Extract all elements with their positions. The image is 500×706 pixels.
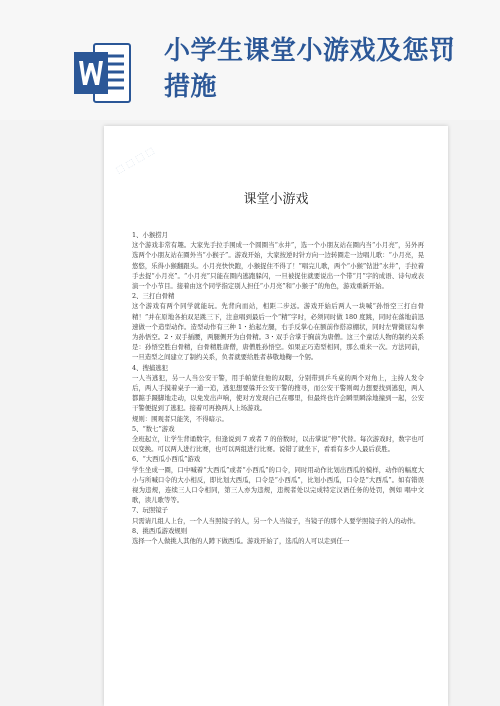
header-banner [0,0,500,120]
document-title: 小学生课堂小游戏及惩罚措施 [164,36,456,102]
document-body [132,230,424,546]
paragraph: 学生坐成一圈，口中喊着“大西瓜”或者“小西瓜”的口令，同时用动作比划出西瓜的模样，动作的幅度大小与所喊口令的大小相反，即比划大西瓜，口令是“小西瓜”，比划小西瓜，口令是“大西瓜”。如有错误视为违规，连续三人口令相同，第三人亦为违规，违规者处以完成特定汉语任务的处罚，例如 唱中文歌，读儿歌等等。 [132,465,424,505]
page-heading: 课堂小游戏 [243,192,309,207]
paragraph: 选择一个人做挑人其他的人蹲下做西瓜。游戏开始了，选瓜的人可以走到任一 [132,537,350,546]
paragraph: 只需请几组人上台，一个人当照镜子的人，另一个人当镜子，当镜子的那个人要学照镜子的人的动作。 [132,516,420,525]
document-page [104,126,448,706]
paragraph: 这个游戏有两个同学就能玩。先背向而站，相距二步远。游戏开始后两人一块喊“孙悟空三打白骨精！”并在原地各拍双足跳三下，注意唱到最后一个“精”字时，必须同时做 180 度跳，同时在落地前迅速做一个造型动作。造型动作有三种 1・抬起左腿，右手反掌心在额前作搭凉棚状，同时左臂微屈勾拳为孙悟空。2・双手插腰，两腿侧开为白骨精。3・双手合掌于胸前为唐僧。这三个童话人物的制约关系是：孙悟空胜白骨精，白骨精胜唐僧，唐僧胜孙悟空。如果正巧造型相同，那么重来一次。方法同前，一旦造型之间建立了制约关系，负者就要给胜者恭敬地鞠一个躬。 [132,302,424,362]
watermark-text: ⬚ ⬚ ⬚ ⬚ [114,146,157,176]
section-heading: 1、小猴捞月 [132,231,169,239]
section-heading: 2、三打白骨精 [132,292,175,301]
section-heading: 4、搜捕逃犯 [132,363,169,372]
section-heading: 5、“数七”游戏 [132,424,175,433]
paragraph: 一人当逃犯，另一人当公安干警，用手帕蒙住他的双眼，分别带到乒乓桌的两个对角上，主持人发令后，两人手摸着桌子一通一追，逃犯想要躲开公安干警的搜寻，而公安干警则竭力想要找到逃犯，两人都踮手蹑脚地走动，以免发出声响，使对方发现自己在哪里，但最终也许会瞬里瞬涂地撞到一起，公安干警便捉到了逃犯。接着可再换两人上场游戏。 [132,373,424,413]
section-heading: 6、“大西瓜小西瓜”游戏 [132,455,201,464]
word-document-icon [74,42,132,104]
paragraph: 全班起立，让学生背诵数字，但逢说到 7 或者 7 的倍数时，以击掌说“停”代替。每次游戏时，数字也可以变换。可以两人进行比赛，也可以两组进行比赛。说错了就坐下，看看有多少人最后获胜。 [132,435,424,454]
section-heading: 7、玩照镜子 [132,506,169,515]
paragraph: 规则：围观者只能笑，不得暗示。 [132,414,228,423]
paragraph: 这个游戏非常有趣。大家先手拉手围成一个圆圈当“水井”，选一个小朋友站在圈内当“小月亮”，另外再选两个小朋友站在圈外当“小猴子”。游戏开始，大家按逆时针方向一边转圈走一边唱儿歌：“小月亮，晃悠悠，乐得小猴翻跟头。小月亮快快跑，小猴捉住不得了！”唱完儿歌，两个“小猴”钻进“水井”，手拉着手去捉“小月亮”。“小月亮”只能在圈内逃跑躲闪，一旦被捉住就要说出一个带“月”字的成语、诗句或表演一个小节目。接着由这个同学指定别人担任“小月亮”和“小猴子”的角色，游戏重新开始。 [132,241,424,291]
section-heading: 8、挑西瓜游戏规则 [132,526,188,535]
